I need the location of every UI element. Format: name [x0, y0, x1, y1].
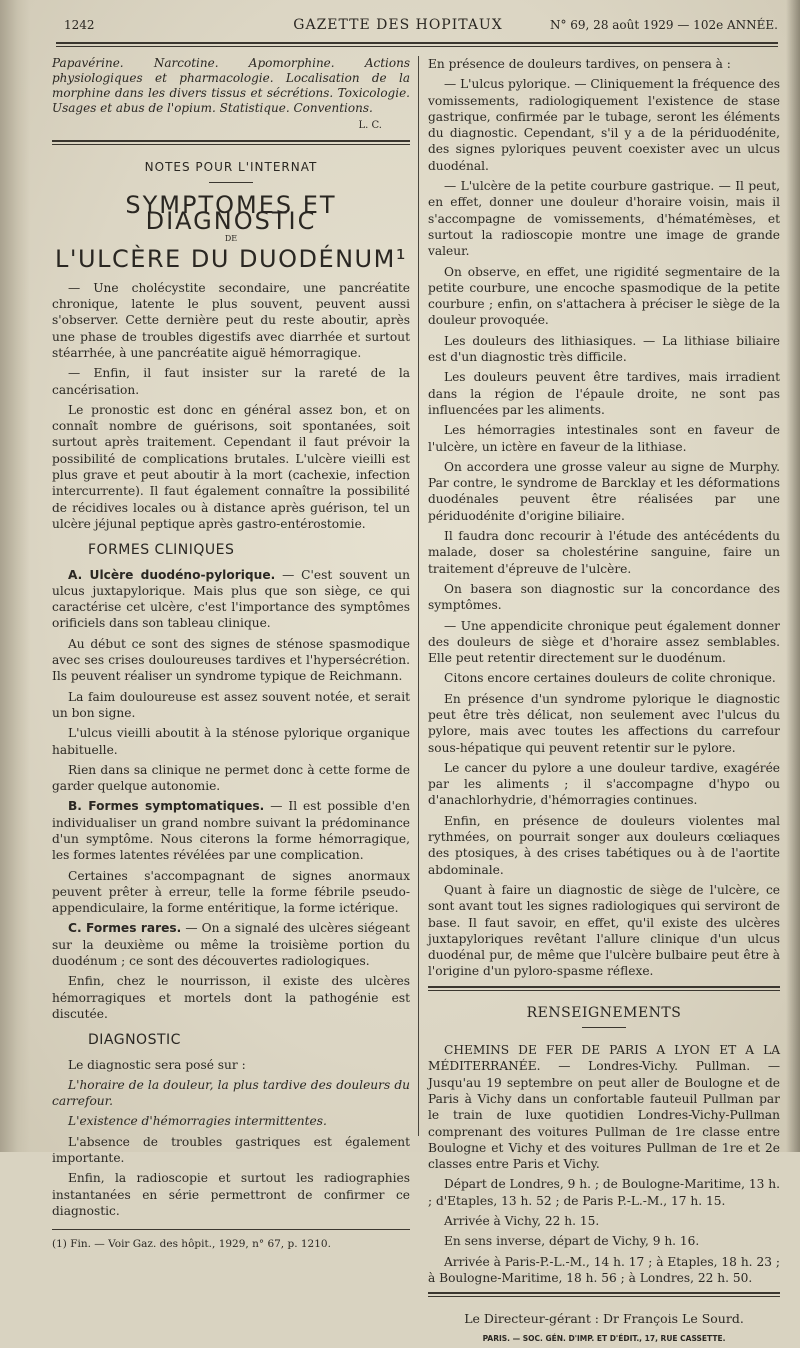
paragraph: L'absence de troubles gastriques est également importante. [52, 1134, 410, 1166]
article-title-1: SYMPTOMES ET DIAGNOSTIC [125, 190, 337, 235]
rail-paragraph [428, 1042, 780, 1172]
paragraph: Les douleurs des lithiasiques. — La lithiase biliaire est d'un diagnostic très difficile. [428, 333, 780, 365]
notes-title: NOTES POUR L'INTERNAT [144, 160, 318, 175]
paragraph: Le diagnostic sera posé sur : [68, 1057, 246, 1072]
page-edge [786, 0, 800, 1152]
page-number: 1242 [64, 18, 95, 32]
page-header [56, 14, 780, 40]
paragraph-a [52, 567, 410, 632]
lead-b: B. Formes symptomatiques. [68, 799, 265, 814]
paragraph: Certaines s'accompagnant de signes anormaux peuvent prêter à erreur, telle la forme fébrile pseudo-appendiculaire, la forme entéritique, la forme ictérique. [52, 868, 410, 916]
text-a: — C'est souvent un ulcus juxtapylorique. Mais plus que son siège, ce qui caractérise cet ulcère, c'est l'importance des symptômes orificiels dans son tableau clinique. [52, 567, 410, 631]
paragraph: Départ de Londres, 9 h. ; de Boulogne-Maritime, 13 h. ; d'Etaples, 13 h. 52 ; de Paris P.-L.-M., 17 h. 15. [428, 1177, 781, 1208]
paragraph: Rien dans sa clinique ne permet donc à cette forme de garder quelque autonomie. [52, 762, 410, 794]
paragraph: Les douleurs peuvent être tardives, mais irradient dans la région de l'épaule droite, ne sont pas influencées par les aliments. [428, 370, 780, 417]
section-divider [428, 1292, 780, 1297]
section-divider [52, 140, 410, 145]
paragraph: Enfin, chez le nourrisson, il existe des ulcères hémorragiques et mortels dont la pathogénie est discutée. [52, 974, 410, 1021]
header-rule [56, 42, 778, 44]
paragraph: — L'ulcère de la petite courbure gastrique. — Il peut, en effet, donner une douleur d'horaire voisin, mais il s'accompagne de vomissements, d'hématémèses, et surtout la radioscopie montre une image de grande valeur. [428, 179, 780, 259]
director-signature: Le Directeur-gérant : Dr François Le Sourd. [464, 1311, 744, 1327]
paragraph: En présence d'un syndrome pylorique le diagnostic peut être très délicat, non seulement avec l'ulcus du pylore, mais avec toutes les affections du carrefour sous-hépatique qui peuvent retentir sur le pylore. [428, 691, 780, 755]
short-rule [582, 1027, 626, 1028]
section-divider [428, 986, 780, 991]
paragraph: L'existence d'hémorragies intermittentes. [68, 1114, 327, 1129]
right-column [428, 56, 780, 1348]
paragraph: Le pronostic est donc en général assez bon, et on connaît nombre de guérisons, soit spontanées, soit surtout après traitement. Cependant il faut prévoir la possibilité de complications brutales. L'ulcère vieilli est plus grave et peut aboutir à la mort (cachexie, infection intercurrente). Il faut également connaître la possibilité de récidives locales ou à distance après guérison, tel un ulcère jéjunal peptique après gastro-entérostomie. [52, 402, 410, 531]
paragraph-b [52, 798, 410, 863]
author-initials: L. C. [358, 120, 382, 131]
issue-info: N° 69, 28 août 1929 — 102e ANNÉE. [549, 18, 778, 32]
paragraph: — Une cholécystite secondaire, une pancréatite chronique, latente le plus souvent, peuvent aussi s'observer. Cette dernière peut du reste aboutir, après une phase de troubles digestifs avec diarrhée et surtout stéarrhée, à une pancréatite aiguë hémorragique. [52, 280, 410, 360]
paragraph: Enfin, la radioscopie et surtout les radiographies instantanées en série permettront de confirmer ce diagnostic. [52, 1171, 410, 1218]
lead-c: C. Formes rares. [68, 921, 182, 936]
heading-formes-cliniques: FORMES CLINIQUES [88, 542, 235, 559]
paragraph: Au début ce sont des signes de sténose spasmodique avec ses crises douloureuses tardives et l'hypersécrétion. Ils peuvent réaliser un syndrome typique de Reichmann. [52, 636, 410, 684]
paragraph: On observe, en effet, une rigidité segmentaire de la petite courbure, une encoche spasmodique de la petite courbure ; enfin, on s'attachera à préciser le siège de la douleur provoquée. [428, 264, 780, 328]
printer-imprint: PARIS. — SOC. GÉN. D'IMP. ET D'ÉDIT., 17, RUE CASSETTE. [482, 1334, 726, 1344]
article-title-de: DE [224, 234, 238, 244]
heading-diagnostic: DIAGNOSTIC [88, 1032, 181, 1049]
book-spine [0, 0, 30, 1152]
paragraph: L'horaire de la douleur, la plus tardive des douleurs du carrefour. [52, 1077, 410, 1109]
paragraph: L'ulcus vieilli aboutit à la sténose pylorique organique habituelle. [52, 726, 410, 757]
paragraph: — Une appendicite chronique peut également donner des douleurs de siège et d'horaire assez semblables. Elle peut retentir directement sur le duodénum. [428, 618, 780, 666]
footnote: (1) Fin. — Voir Gaz. des hôpit., 1929, n° 67, p. 1210. [52, 1238, 331, 1251]
lead-a: A. Ulcère duodéno-pylorique. [68, 567, 276, 582]
paragraph: Quant à faire un diagnostic de siège de l'ulcère, ce sont avant tout les signes radiologiques qui serviront de base. Il faut savoir, en effet, qu'il existe des ulcères juxtapyloriques revêtant l'allure clinique d'un ulcus duodénal pur, de même que l'ulcère bulbaire peut être à l'origine d'un pyloro-spasme réflexe. [428, 882, 780, 979]
text-c: — On a signalé des ulcères siégeant sur la deuxième ou même la troisième portion du duodénum ; ce sont des découvertes radiologiques. [52, 921, 410, 969]
paragraph: Le cancer du pylore a une douleur tardive, exagérée par les aliments ; il s'accompagne d'hypo ou d'anachlorhydrie, d'hémorragies continues. [428, 760, 780, 808]
paragraph: En présence de douleurs tardives, on pensera à : [428, 57, 731, 71]
paragraph: Les hémorragies intestinales sont en faveur de l'ulcère, un ictère en faveur de la lithiase. [428, 423, 780, 454]
paragraph: Arrivée à Vichy, 22 h. 15. [444, 1214, 600, 1228]
paragraph: Il faudra donc recourir à l'étude des antécédents du malade, doser sa cholestérine sanguine, faire un traitement d'épreuve de l'ulcère. [428, 529, 780, 576]
rail-lead: CHEMINS DE FER DE PARIS A LYON ET A LA MÉDITERRANÉE. [428, 1043, 780, 1074]
paragraph: La faim douloureuse est assez souvent notée, et serait un bon signe. [52, 689, 410, 720]
renseignements-title: RENSEIGNEMENTS [526, 1004, 682, 1021]
paragraph: — L'ulcus pylorique. — Cliniquement la fréquence des vomissements, radiologiquement l'existence de stase gastrique, confirmée par le tubage, seront les éléments du diagnostic. Cependant, s'il y a de la périduodénite, des signes pyloriques peuvent coexister avec un ulcus duodénal. [428, 77, 780, 173]
short-rule [209, 182, 253, 183]
rail-text: — Londres-Vichy. Pullman. — Jusqu'au 19 septembre on peut aller de Boulogne et de Paris à Vichy dans un confortable fauteuil Pullman par le train de luxe quotidien Londres-Vichy-Pullman comprenant des voitures Pullman de 1re classe entre Boulogne et Vichy et des voitures Pullman de 1re et 2e classes entre Paris et Vichy. [428, 1059, 781, 1172]
paragraph: Arrivée à Paris-P.-L.-M., 14 h. 17 ; à Etaples, 18 h. 23 ; à Boulogne-Maritime, 18 h. 56 ; à Londres, 22 h. 50. [428, 1254, 780, 1285]
footnote-rule [52, 1229, 410, 1230]
header-rule-thin [56, 46, 778, 47]
paragraph: — Enfin, il faut insister sur la rareté de la cancérisation. [52, 366, 410, 397]
paragraph: On accordera une grosse valeur au signe de Murphy. Par contre, le syndrome de Barcklay et les déformations duodénales peuvent être réalisées par une périduodénite d'origine biliaire. [428, 459, 780, 523]
journal-title: GAZETTE DES HOPITAUX [293, 17, 503, 33]
intro-text: Papavérine. Narcotine. Apomorphine. Actions physiologiques et pharmacologie. Localisation de la morphine dans les divers tissus et sécrétions. Toxicologie. Usages et abus de l'opium. Statistique. Conventions. [52, 56, 410, 115]
paragraph-c [52, 920, 410, 969]
paragraph: On basera son diagnostic sur la concordance des symptômes. [428, 581, 780, 613]
article-title-2: L'ULCÈRE DU DUODÉNUM¹ [55, 245, 407, 274]
column-separator [418, 56, 419, 1136]
left-column [52, 56, 410, 1253]
paragraph: Enfin, en présence de douleurs violentes mal rythmées, on pourrait songer aux douleurs cœliaques des ptosiques, à des crises tabétiques ou à de l'aortite abdominale. [428, 813, 780, 877]
text-b: — Il est possible d'en individualiser un grand nombre suivant la prédominance d'un symptôme. Nous citerons la forme hémorragique, les formes latentes révélées par une complication. [52, 799, 410, 863]
paragraph: En sens inverse, départ de Vichy, 9 h. 16. [444, 1234, 700, 1249]
paragraph: Citons encore certaines douleurs de colite chronique. [444, 671, 776, 686]
